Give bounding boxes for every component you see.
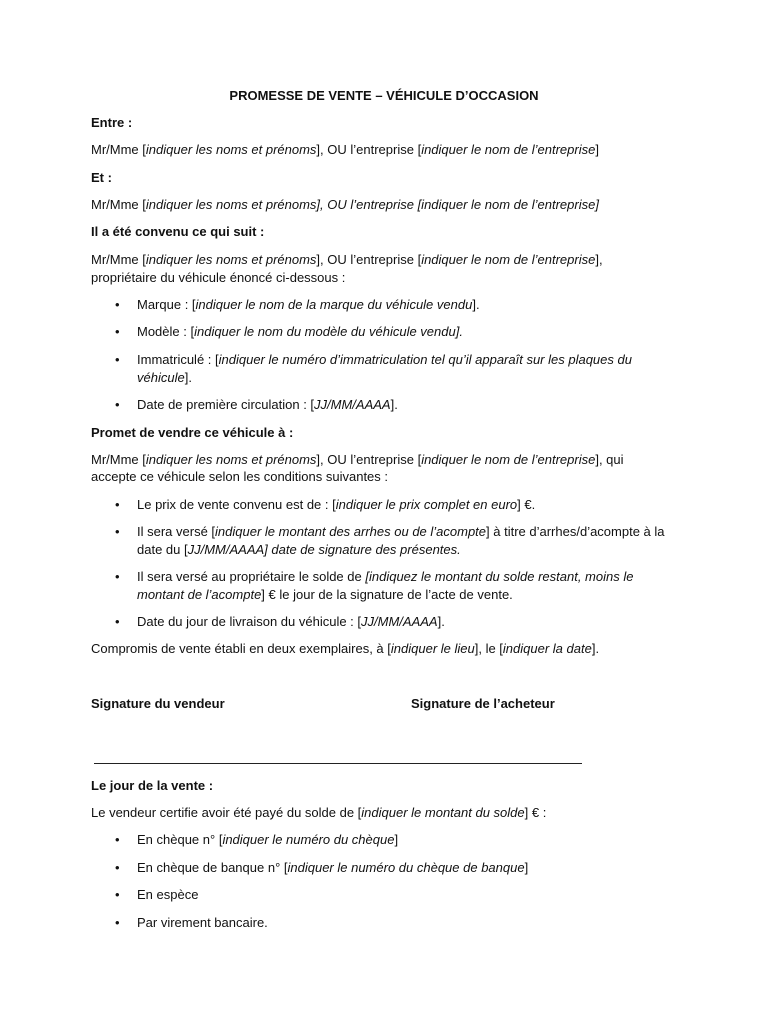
- compromis-line: Compromis de vente établi en deux exemplaires, à [indiquer le lieu], le [indiquer la date].: [91, 641, 600, 656]
- entre-party-line: Mr/Mme [indiquer les noms et prénoms], OU l’entreprise [indiquer le nom de l’entreprise]: [91, 142, 599, 157]
- signature-acheteur-label: Signature de l’acheteur: [411, 696, 555, 711]
- promet-accept-line: accepte ce véhicule selon les conditions suivantes :: [91, 469, 389, 484]
- list-item-prix: • Le prix de vente convenu est de : [indiquer le prix complet en euro] €.: [115, 497, 536, 512]
- bullet-icon: •: [115, 860, 120, 875]
- entre-label: Entre :: [91, 115, 133, 130]
- list-item-marque: • Marque : [indiquer le nom de la marque du véhicule vendu].: [115, 297, 480, 312]
- document-title: PROMESSE DE VENTE – VÉHICULE D’OCCASION: [229, 88, 539, 103]
- list-item-cheque: • En chèque n° [indiquer le numéro du chèque]: [115, 832, 399, 847]
- bullet-icon: •: [115, 324, 120, 339]
- bullet-icon: •: [115, 497, 120, 512]
- et-party-line: Mr/Mme [indiquer les noms et prénoms], OU l’entreprise [indiquer le nom de l’entreprise]: [91, 197, 599, 212]
- certification-line: Le vendeur certifie avoir été payé du solde de [indiquer le montant du solde] € :: [91, 805, 547, 820]
- list-item-virement: • Par virement bancaire.: [115, 915, 268, 930]
- list-item-cheque-banque: • En chèque de banque n° [indiquer le numéro du chèque de banque]: [115, 860, 529, 875]
- list-item-immatriculation: • Immatriculé : [indiquer le numéro d’immatriculation tel qu’il apparaît sur les plaques du véhicule].: [115, 352, 632, 385]
- signature-vendeur-label: Signature du vendeur: [91, 696, 225, 711]
- bullet-icon: •: [115, 397, 120, 412]
- list-item-solde: • Il sera versé au propriétaire le solde de [indiquez le montant du solde restant, moins le montant de l’acompte] € le jour de la signature de l’acte de vente.: [115, 569, 634, 602]
- convenu-label: Il a été convenu ce qui suit :: [91, 224, 265, 239]
- bullet-icon: •: [115, 524, 120, 539]
- bullet-icon: •: [115, 832, 120, 847]
- jour-vente-label: Le jour de la vente :: [91, 778, 214, 793]
- bullet-icon: •: [115, 915, 120, 930]
- bullet-icon: •: [115, 887, 120, 902]
- bullet-icon: •: [115, 297, 120, 312]
- convenu-owner-line: propriétaire du véhicule énoncé ci-dessous :: [91, 270, 346, 285]
- bullet-icon: •: [115, 569, 120, 584]
- et-label: Et :: [91, 170, 112, 185]
- list-item-modele: • Modèle : [indiquer le nom du modèle du véhicule vendu].: [115, 324, 463, 339]
- promet-label: Promet de vendre ce véhicule à :: [91, 425, 294, 440]
- list-item-date-circulation: • Date de première circulation : [JJ/MM/AAAA].: [115, 397, 398, 412]
- bullet-icon: •: [115, 352, 120, 367]
- list-item-arrhes: • Il sera versé [indiquer le montant des arrhes ou de l’acompte] à titre d’arrhes/d’acompte à la date du [JJ/MM/AAAA] date de signature des présentes.: [115, 524, 665, 557]
- promet-party-line: Mr/Mme [indiquer les noms et prénoms], OU l’entreprise [indiquer le nom de l’entreprise], qui: [91, 452, 624, 467]
- list-item-livraison: • Date du jour de livraison du véhicule : [JJ/MM/AAAA].: [115, 614, 445, 629]
- separator-rule: [94, 763, 582, 764]
- convenu-party-line: Mr/Mme [indiquer les noms et prénoms], OU l’entreprise [indiquer le nom de l’entreprise],: [91, 252, 603, 267]
- list-item-espece: • En espèce: [115, 887, 199, 902]
- bullet-icon: •: [115, 614, 120, 629]
